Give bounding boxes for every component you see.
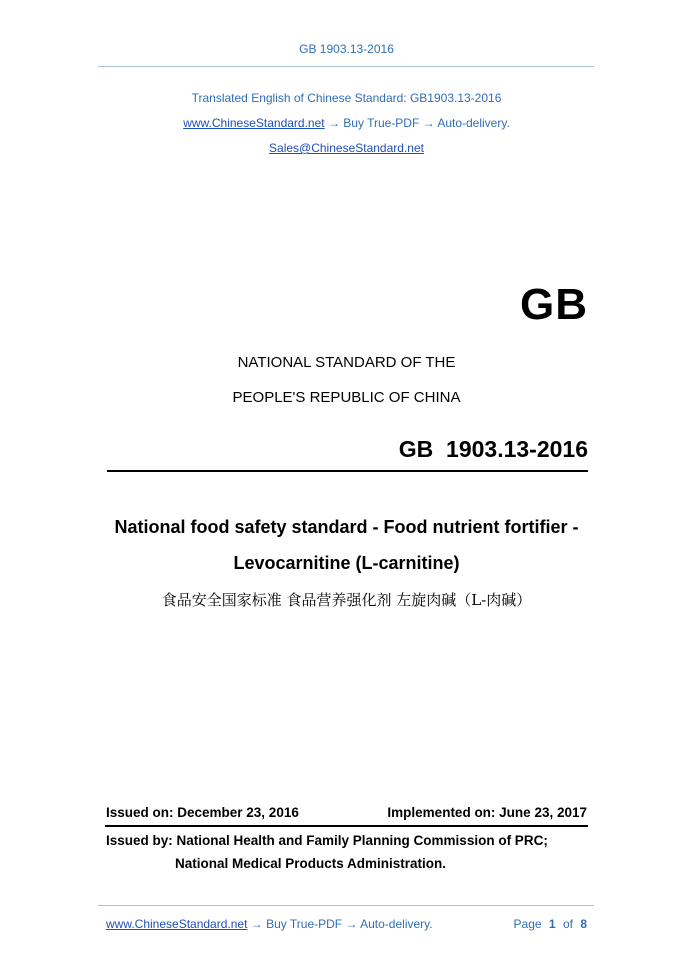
of-word: of [562, 917, 573, 931]
issued-on: Issued on: December 23, 2016 [106, 805, 299, 820]
header-doc-code: GB 1903.13-2016 [299, 42, 394, 56]
title-zh: 食品安全国家标准 食品营养强化剂 左旋肉碱（L-肉碱） [161, 591, 532, 609]
footer-chinesestandard-link[interactable]: www.ChineseStandard.net [106, 917, 248, 931]
page-indicator [514, 917, 587, 931]
translation-notice-line2 [0, 116, 693, 130]
issued-by-line1: Issued by: National Health and Family Planning Commission of PRC; [106, 833, 548, 848]
translation-notice-line3 [0, 141, 693, 155]
standard-number-rule [107, 470, 588, 472]
national-standard-line2: PEOPLE'S REPUBLIC OF CHINA [232, 389, 461, 406]
gb-logo: GB [520, 280, 588, 329]
chinesestandard-link[interactable]: www.ChineseStandard.net [183, 116, 325, 130]
page-total: 8 [580, 917, 587, 931]
national-standard-line1: NATIONAL STANDARD OF THE [237, 354, 456, 371]
issuance-rule [105, 825, 588, 827]
footer-buy-text: → Buy True-PDF → Auto-delivery. [250, 917, 433, 931]
page-word: Page [513, 917, 542, 931]
page-number: 1 [548, 917, 556, 931]
title-en-line2: Levocarnitine (L-carnitine) [233, 553, 460, 573]
sales-email-link[interactable]: Sales@ChineseStandard.net [269, 141, 424, 155]
header-divider [98, 66, 594, 67]
footer-left [106, 917, 433, 931]
issued-by-line2: National Medical Products Administration. [175, 856, 447, 871]
title-en-line1: National food safety standard - Food nutrient fortifier - [114, 517, 579, 537]
standard-number: GB 1903.13-2016 [398, 436, 588, 462]
translation-notice-line1: Translated English of Chinese Standard: GB1903.13-2016 [191, 91, 502, 105]
footer-divider [98, 905, 594, 906]
implemented-on: Implemented on: June 23, 2017 [387, 805, 587, 820]
buy-pdf-text: → Buy True-PDF → Auto-delivery. [327, 116, 510, 130]
